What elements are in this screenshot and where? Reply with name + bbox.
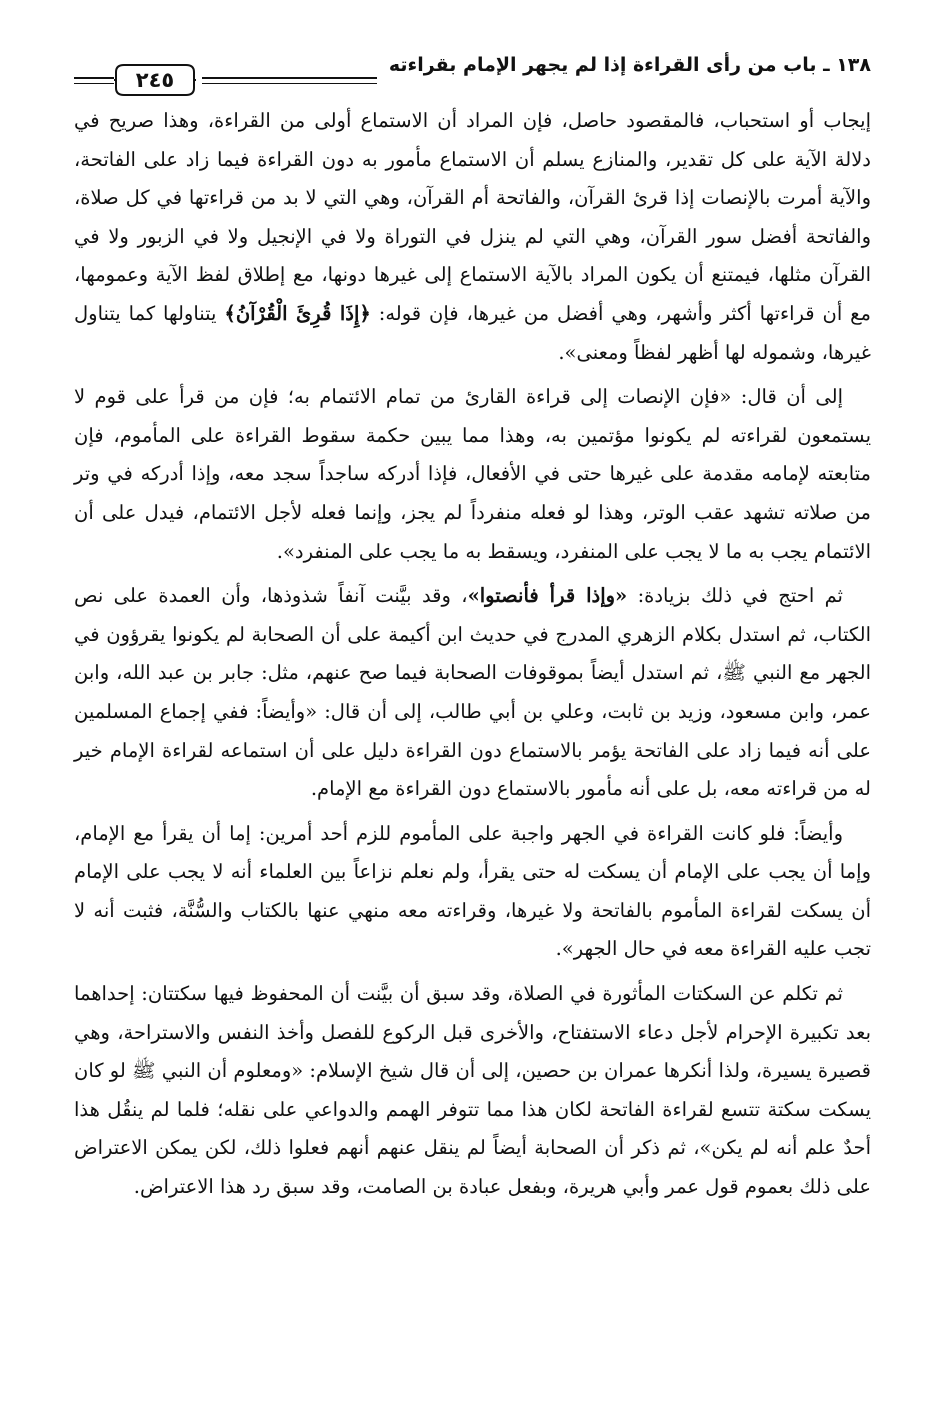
hadith-quote: «وإذا قرأ فأنصتوا» — [467, 584, 628, 608]
page-number-frame — [114, 62, 196, 98]
paragraph-5: ثم تكلم عن السكتات المأثورة في الصلاة، وقد سبق أن بيَّنت أن المحفوظ فيها سكتتان: إحداهما بعد تكبيرة الإحرام لأجل دعاء الاستفتاح، والأخرى قبل الركوع للفصل وأخذ النفس والاستراحة، وهي قصيرة يسيرة، ولذا أنكرها عمران بن حصين، إلى أن قال شيخ الإسلام: «ومعلوم أن النبي ﷺ لو كان يسكت سكتة تتسع لقراءة الفاتحة لكان هذا مما تتوفر الهمم والدواعي على نقله؛ فلما لم ينقُل هذا أحدٌ علم أنه لم يكن»، ثم ذكر أن الصحابة أيضاً لم ينقل عنهم أنهم فعلوا ذلك، لكن يمكن الاعتراض على ذلك بعموم قول عمر وأبي هريرة، وبفعل عبادة بن الصامت، وقد سبق رد هذا الاعتراض. — [74, 982, 871, 1199]
running-title: ١٣٨ ـ باب من رأى القراءة إذا لم يجهر الإمام بقراءته — [388, 54, 871, 76]
paragraph-3 — [74, 577, 871, 809]
body-text — [74, 102, 871, 1207]
quran-quote: ﴿إِذَا قُرِئَ الْقُرْآنُ﴾ — [224, 301, 371, 325]
paragraph-1 — [74, 102, 871, 372]
paragraph-4: وأيضاً: فلو كانت القراءة في الجهر واجبة على المأموم للزم أحد أمرين: إما أن يقرأ مع الإمام، وإما أن يجب على الإمام أن يسكت له حتى يقرأ، ولم نعلم نزاعاً بين العلماء أنه لا يجب على الإمام أن يسكت لقراءة المأموم بالفاتحة ولا غيرها، وقراءته معه منهي عنها بالكتاب والسُّنَّة، فثبت أنه لا تجب عليه القراءة معه في حال الجهر». — [74, 821, 871, 961]
page-header — [74, 40, 871, 90]
paragraph-3-text-b: ، وقد بيَّنت آنفاً شذوذها، وأن العمدة على نص الكتاب، ثم استدل بكلام الزهري المدرج في حديث ابن أكيمة على أن الصحابة لم يكونوا يقرؤون في الجهر مع النبي ﷺ، ثم استدل أيضاً بموقوفات الصحابة فيما صح عنهم، مثل: جابر بن عبد الله، وابن عمر، وابن مسعود، وزيد بن ثابت، وعلي بن أبي طالب، إلى أن قال: «وأيضاً: ففي إجماع المسلمين على أنه فيما زاد على الفاتحة يؤمر بالاستماع دون القراءة دليل على أن استماعه لقراءة الإمام خير له من قراءته معه، بل على أنه مأمور بالاستماع دون القراءة مع الإمام. — [74, 584, 871, 801]
header-rule — [202, 77, 377, 84]
page-number: ٢٤٥ — [135, 68, 175, 92]
paragraph-1-text-b: يتناولها كما يتناول غيرها، وشموله لها أظهر لفظاً ومعنى». — [74, 301, 871, 364]
paragraph-1-text-a: إيجاب أو استحباب، فالمقصود حاصل، فإن المراد أن الاستماع أولى من القراءة، وهذا صريح في دلالة الآية على كل تقدير، والمنازع يسلم أن الاستماع مأمور به دون القراءة فيما زاد على الفاتحة، والآية أمرت بالإنصات إذا قرئ القرآن، والفاتحة أم القرآن، وهي التي لا بد من قراءتها في كل صلاة، والفاتحة أفضل سور القرآن، وهي التي لم ينزل في التوراة ولا في الإنجيل ولا في الزبور ولا في القرآن مثلها، فيمتنع أن يكون المراد بالآية الاستماع إلى غيرها دونها، مع إطلاق لفظ الآية وعمومها، مع أن قراءتها أكثر وأشهر، وهي أفضل من غيرها، فإن قوله: — [74, 109, 871, 325]
header-rule-left — [74, 77, 114, 84]
paragraph-3-text-a: ثم احتج في ذلك بزيادة: — [627, 584, 843, 608]
paragraph-2: إلى أن قال: «فإن الإنصات إلى قراءة القارئ من تمام الائتمام به؛ فإن من قرأ على قوم لا يستمعون لقراءته لم يكونوا مؤتمين به، وهذا مما يبين حكمة سقوط القراءة على المأموم، فإن متابعته لإمامه مقدمة على غيرها حتى في الأفعال، فإذا أدركه ساجداً سجد معه، وإذا أدركه في وتر من صلاته تشهد عقب الوتر، وهذا لو فعله منفرداً لم يجز، وإنما فعله لأجل الائتمام، فيدل على أن الائتمام يجب به ما لا يجب على المنفرد، ويسقط به ما يجب على المنفرد». — [74, 385, 871, 563]
